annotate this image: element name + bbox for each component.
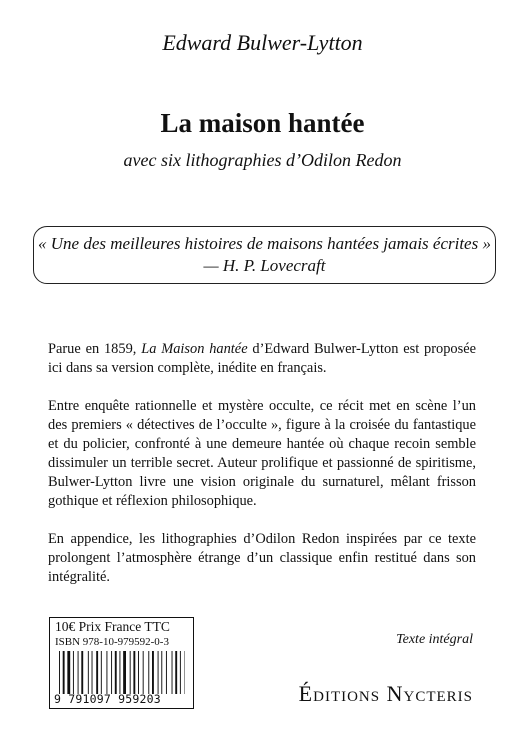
barcode-bar [106, 651, 107, 694]
barcode-bar [148, 651, 149, 694]
author-name: Edward Bulwer-Lytton [162, 30, 363, 55]
blurb-p1-title: La Maison hantée [141, 341, 248, 357]
blurb-paragraph-2: Entre enquête rationnelle et mystère occulte, ce récit met en scène l’un des premiers « détectives de l’occulte », figure à la croisée du fantastique et du policier, confronté à une demeure hantée où chaque recoin semble dissimuler un terrible secret. Auteur prolifique et passionné de spiritisme, Bulwer-Lytton livre une vision originale du surnaturel, mêlant frisson gothique et réflexion philosophique. [48, 398, 476, 509]
barcode-bar [119, 651, 120, 694]
barcode-digits: 9 791097 959203 [54, 692, 161, 706]
barcode-bar [130, 651, 131, 694]
barcode-bar [67, 651, 70, 694]
barcode-bar [73, 651, 74, 694]
barcode-bar [180, 651, 181, 694]
barcode-bar [175, 651, 177, 694]
publisher-name: Éditions Nycteris [298, 681, 473, 706]
barcode-bar [101, 651, 102, 694]
barcode-box [49, 617, 194, 709]
blurb-paragraph-1 [48, 340, 476, 378]
edition-note: Texte intégral [396, 632, 473, 647]
barcode-icon [59, 651, 185, 694]
barcode-bar [88, 651, 89, 694]
barcode-bar [111, 651, 112, 694]
quote-attribution: — H. P. Lovecraft [203, 256, 326, 275]
isbn-label: ISBN 978-10-979592-0-3 [55, 636, 169, 648]
barcode-bar [138, 651, 139, 694]
barcode-bar [172, 651, 173, 694]
barcode-bar [133, 651, 135, 694]
barcode-bar [59, 651, 60, 694]
barcode-bar [115, 651, 117, 694]
barcode-bar [158, 651, 159, 694]
barcode-bar [166, 651, 167, 694]
blurb-paragraph-3: En appendice, les lithographies d’Odilon Redon inspirées par ce texte prolongent l’atmosphère étrange d’un classique enfin restitué dans son intégralité. [48, 531, 476, 585]
barcode-bar [123, 651, 126, 694]
barcode-bar [81, 651, 83, 694]
blurb-p1-end: d’Edward Bulwer-Lytton est proposée ici dans sa version complète, inédite en français. [48, 341, 476, 376]
barcode-bar [152, 651, 154, 694]
blurb [48, 340, 476, 606]
price-label: 10€ Prix France TTC [55, 619, 170, 634]
barcode-bar [143, 651, 144, 694]
quote-text: « Une des meilleures histoires de maisons hantées jamais écrites » [38, 234, 491, 253]
barcode-bar [96, 651, 98, 694]
barcode-bar [63, 651, 65, 694]
barcode-bar [78, 651, 79, 694]
barcode-bar [92, 651, 93, 694]
book-subtitle: avec six lithographies d’Odilon Redon [123, 150, 402, 170]
quote-box [33, 226, 496, 284]
book-title: La maison hantée [160, 108, 365, 138]
blurb-p1-start: Parue en 1859, [48, 341, 142, 357]
barcode-bar [161, 651, 162, 694]
